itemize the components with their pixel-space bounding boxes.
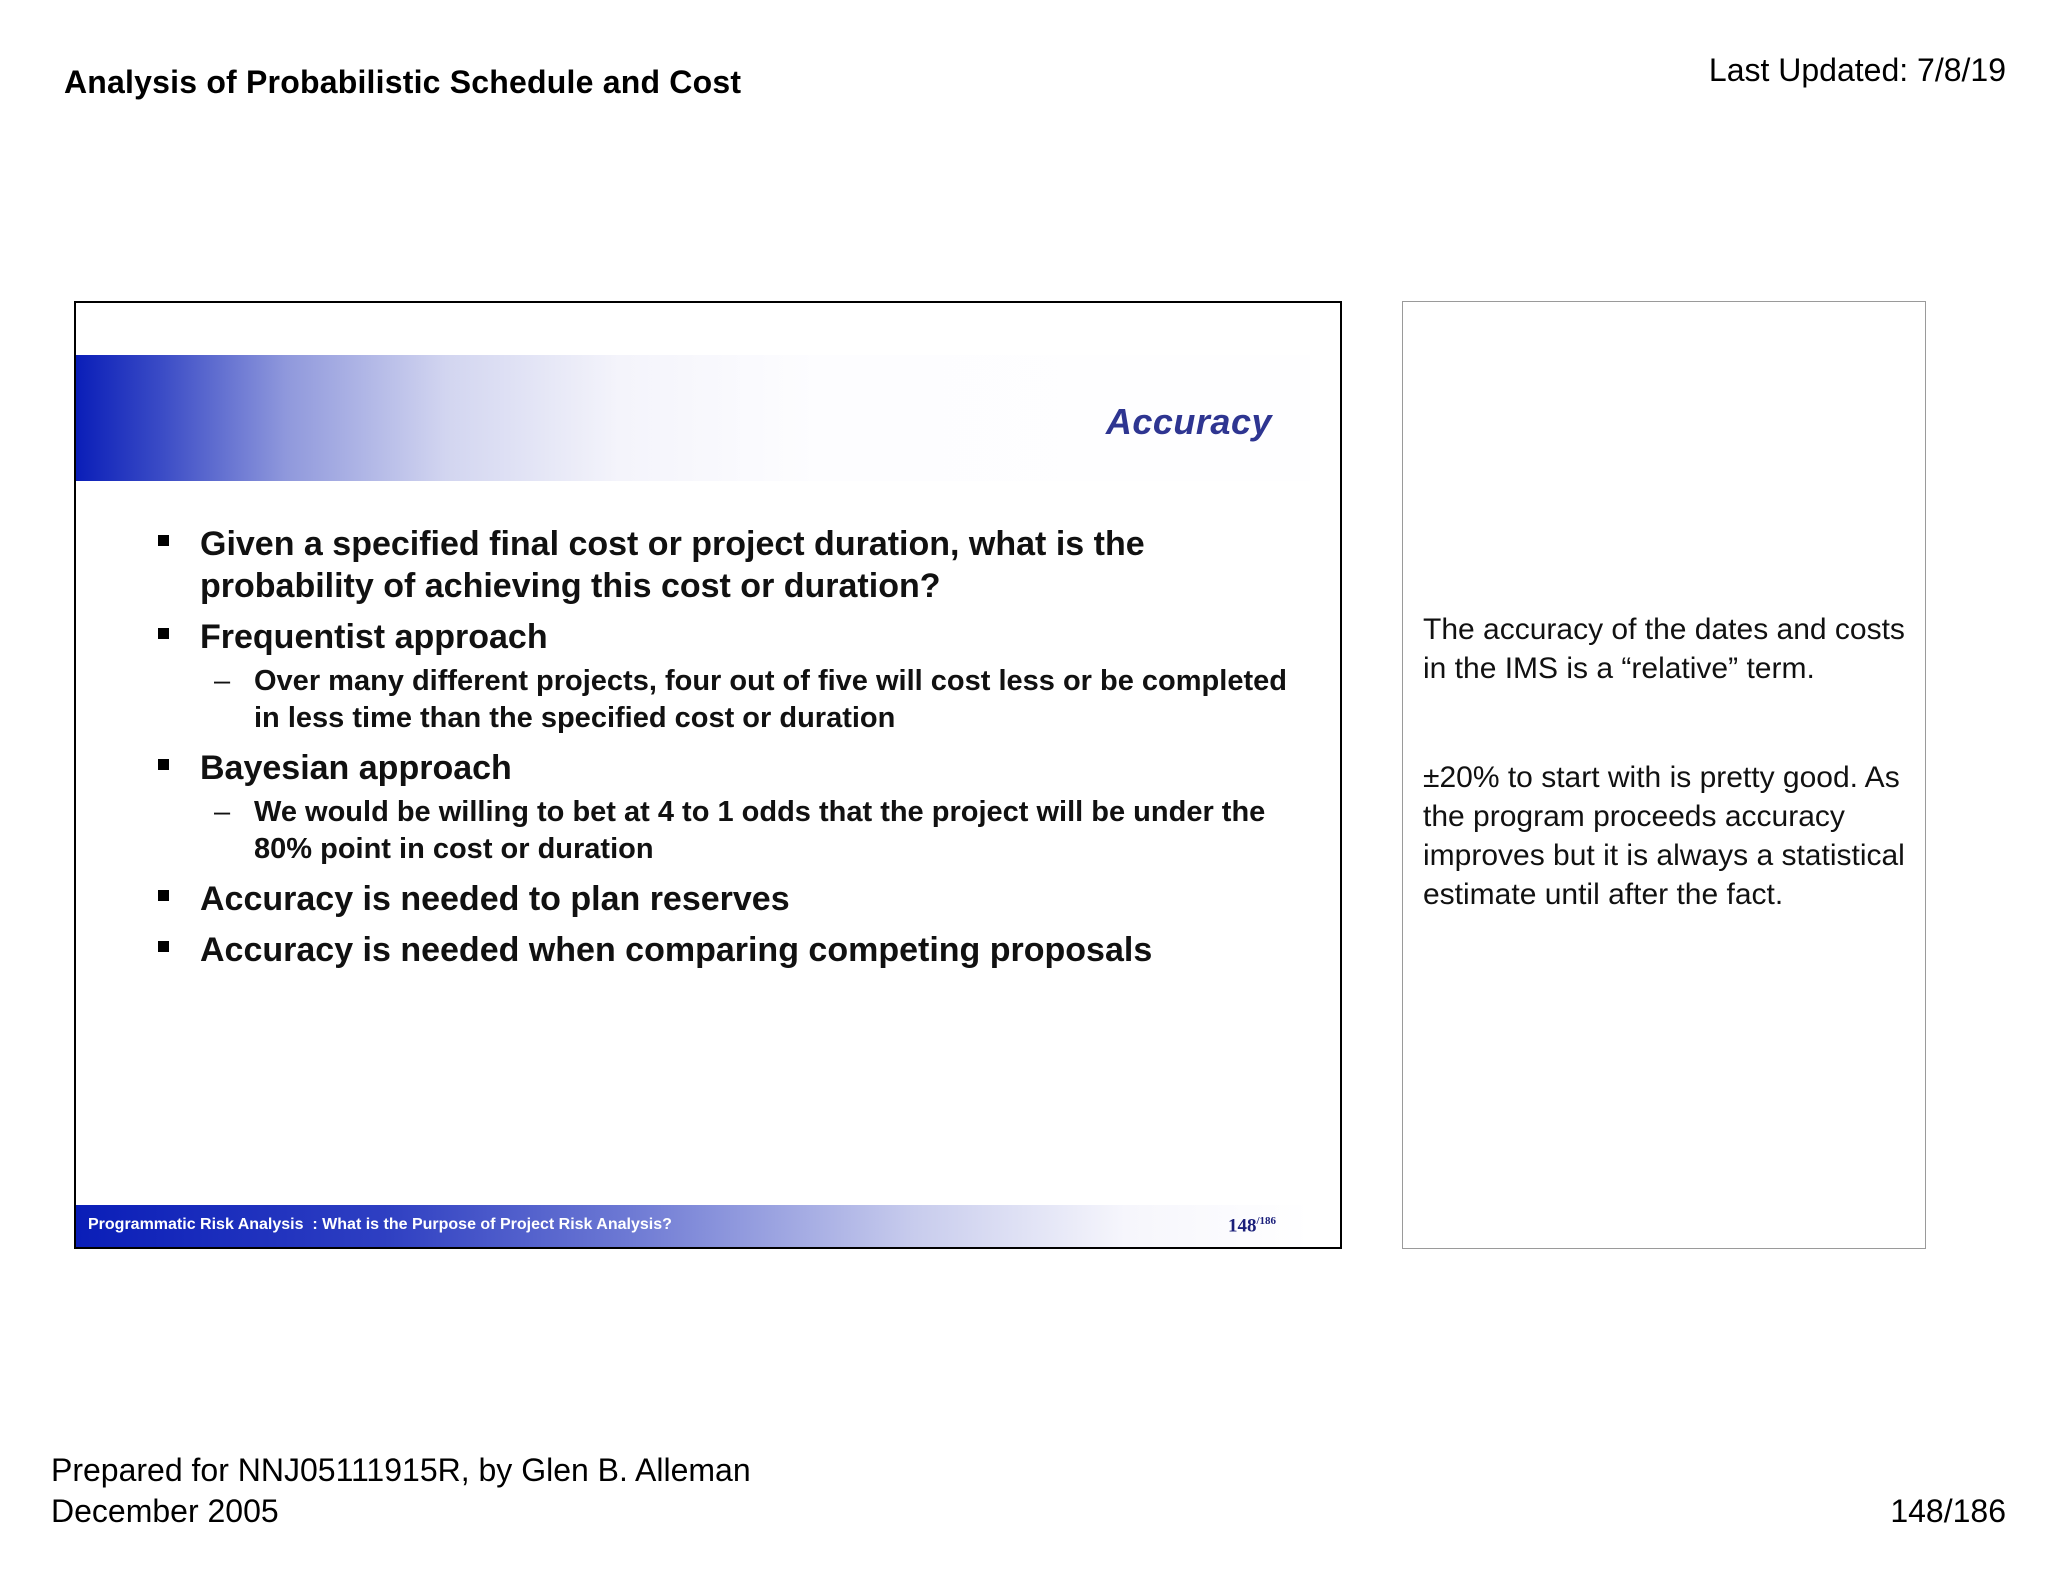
slide-title: Accuracy [1105,401,1272,442]
bullet-text: Accuracy is needed to plan reserves [200,880,790,918]
slide-footer-band [76,1205,1310,1247]
bullet-item [150,523,1290,607]
slide-header-band [76,355,1310,481]
bullet-text: Frequentist approach [200,618,548,656]
bullet-text: Bayesian approach [200,749,512,787]
slide-page-total: /186 [1256,1215,1276,1227]
sub-bullet-item [150,663,1290,737]
sub-bullet-text: Over many different projects, four out of five will cost less or be completed in less time than the specified cost or duration [254,665,1287,734]
bullet-item [150,929,1290,971]
prepared-by-block [51,1450,751,1532]
notes-panel [1402,301,1926,1249]
document-title: Analysis of Probabilistic Schedule and Cost [64,64,742,100]
slide-footer-text: Programmatic Risk Analysis : What is the Purpose of Project Risk Analysis? [88,1216,672,1233]
square-bullet-icon [158,941,169,952]
square-bullet-icon [158,759,169,770]
dash-bullet-icon: – [214,796,231,828]
sub-bullet-item [150,794,1290,868]
slide-page-current: 148 [1227,1215,1257,1237]
prepared-for-line: Prepared for NNJ05111915R, by Glen B. Alleman [51,1452,751,1488]
bullet-item [150,747,1290,789]
sub-bullet-text: We would be willing to bet at 4 to 1 odds that the project will be under the 80% point in cost or duration [254,796,1266,865]
page-number: 148/186 [1890,1493,2006,1529]
slide-image [74,301,1342,1249]
slide-bullet-list [150,523,1290,980]
bullet-text: Given a specified final cost or project duration, what is the probability of achieving this cost or duration? [200,525,1145,605]
prepared-date-line: December 2005 [51,1493,279,1529]
square-bullet-icon [158,535,169,546]
bullet-item [150,616,1290,658]
square-bullet-icon [158,628,169,639]
bullet-text: Accuracy is needed when comparing competing proposals [200,931,1153,969]
dash-bullet-icon: – [214,665,231,697]
square-bullet-icon [158,890,169,901]
note-paragraph: ±20% to start with is pretty good. As the program proceeds accuracy improves but it is always a statistical estimate until after the fact. [1423,761,1905,911]
note-paragraph: The accuracy of the dates and costs in the IMS is a “relative” term. [1423,613,1905,685]
last-updated-date: Last Updated: 7/8/19 [1708,52,2006,88]
bullet-item [150,878,1290,920]
slide-page-number [1228,1215,1276,1237]
